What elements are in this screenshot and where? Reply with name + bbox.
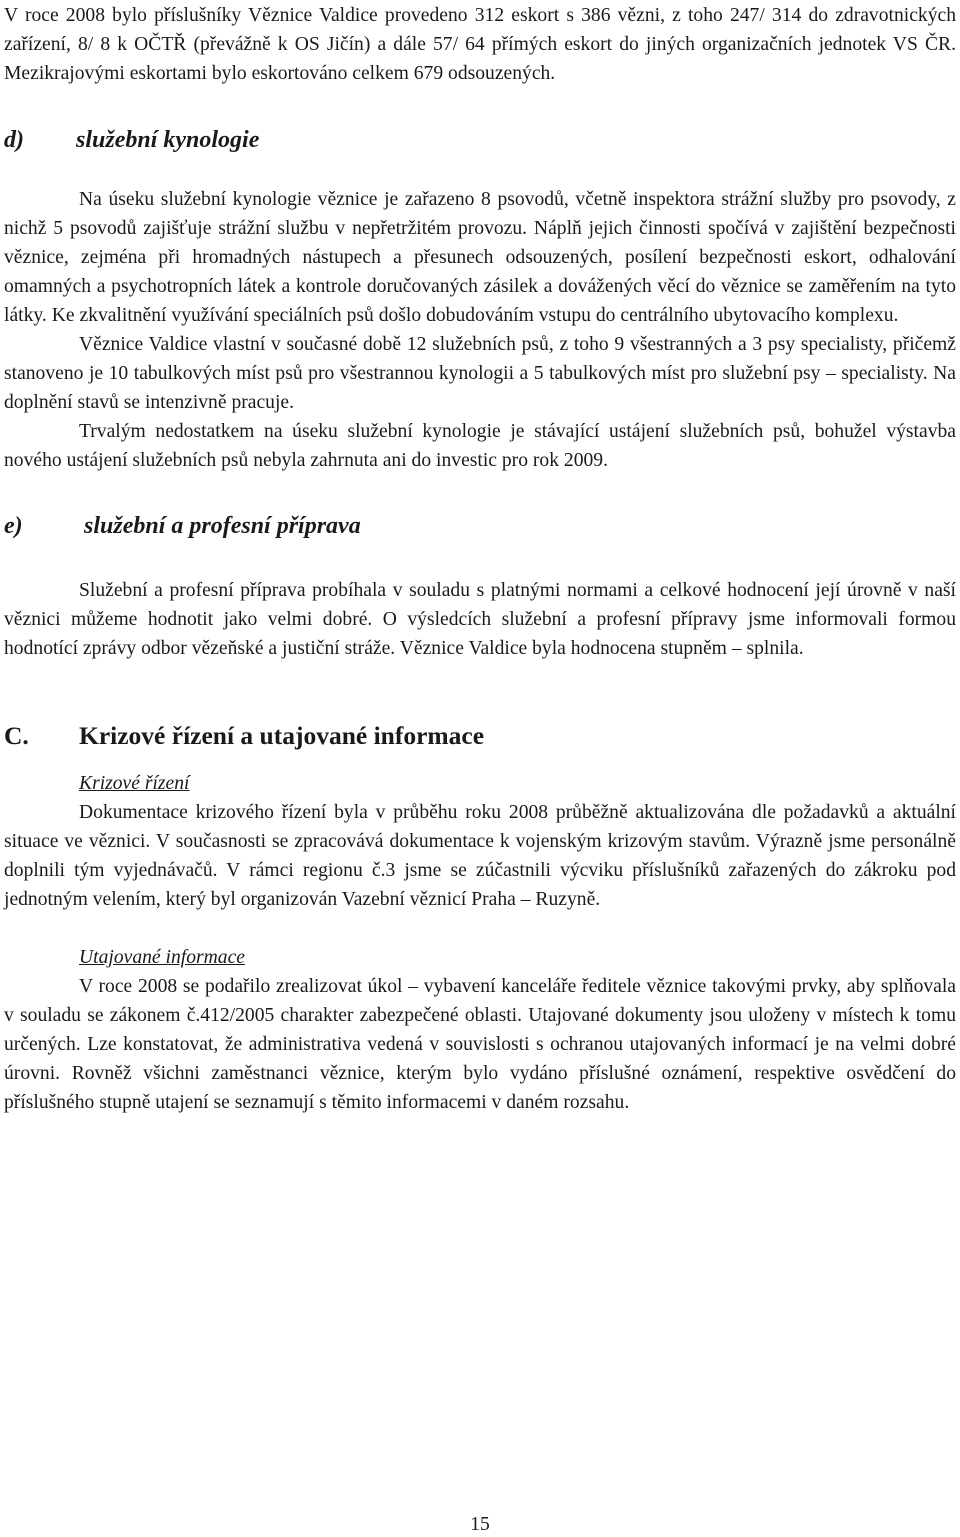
intro-paragraph: V roce 2008 bylo příslušníky Věznice Valdice provedeno 312 eskort s 386 vězni, z toho 247/ 314 do zdravotnických zařízení, 8/ 8 k OČTŘ (převážně k OS Jičín) a dále 57/ 64 přímých eskort do jiných organizačních jednotek VS ČR. Mezikrajovými eskortami bylo eskortováno celkem 679 odsouzených. <box>4 5 956 84</box>
document-page <box>4 0 956 1117</box>
utajovane-informace-paragraph: V roce 2008 se podařilo zrealizovat úkol – vybavení kanceláře ředitele věznice takovými prvky, aby splňovala v souladu se zákonem č.412/2005 charakter zabezpečené oblasti. Utajované dokumenty jsou uloženy v místech k tomu určených. Lze konstatovat, že administrativa vedená v souvislosti s ochranou utajovaných informací je na velmi dobré úrovni. Rovněž všichni zaměstnanci věznice, kterým bylo vydáno příslušné oznámení, respektive osvědčení do příslušného stupně utajení se seznamují s těmito informacemi v daném rozsahu. <box>4 976 956 1113</box>
section-c-letter: C. <box>4 721 29 750</box>
kynologie-paragraph-2: Věznice Valdice vlastní v současné době 12 služebních psů, z toho 9 všestranných a 3 psy specialisty, přičemž stanoveno je 10 tabulkových míst psů pro všestrannou kynologii a 5 tabulkových míst pro služební psy – specialisty. Na doplnění stavů se intenzivně pracuje. <box>4 334 956 413</box>
section-e-title: služební a profesní příprava <box>84 513 361 539</box>
section-d-heading <box>4 125 956 155</box>
utajovane-informace-title: Utajované informace <box>79 947 245 968</box>
priprava-paragraph: Služební a profesní příprava probíhala v souladu s platnými normami a celkové hodnocení její úrovně v naší věznici můžeme hodnotit jako velmi dobré. O výsledcích služební a profesní přípravy jsme informovali formou hodnotící zprávy odbor vězeňské a justiční stráže. Věznice Valdice byla hodnocena stupněm – splnila. <box>4 580 956 659</box>
kynologie-paragraph-1: Na úseku služební kynologie věznice je zařazeno 8 psovodů, včetně inspektora strážní služby pro psovody, z nichž 5 psovodů zajišťuje strážní službu v nepřetržitém provozu. Náplň jejich činnosti spočívá v zajištění bezpečnosti věznice, zejména při hromadných nástupech a přesunech odsouzených, posílení bezpečnosti eskort, odhalování omamných a psychotropních látek a kontrole doručovaných zásilek a dovážených věcí do věznice se zaměřením na tyto látky. Ke zkvalitnění využívání speciálních psů došlo dobudováním vstupu do centrálního ubytovacího komplexu. <box>4 189 956 326</box>
page-number: 15 <box>470 1514 490 1535</box>
section-c-title: Krizové řízení a utajované informace <box>79 721 485 750</box>
section-d-title: služební kynologie <box>76 127 260 153</box>
krizove-rizeni-heading <box>4 769 956 798</box>
section-e-heading <box>4 511 956 541</box>
section-d-letter: d) <box>4 127 24 153</box>
krizove-rizeni-title: Krizové řízení <box>79 773 190 794</box>
section-c-heading <box>4 720 956 752</box>
kynologie-paragraph-3: Trvalým nedostatkem na úseku služební kynologie je stávající ustájení služebních psů, bohužel výstavba nového ustájení služebních psů nebyla zahrnuta ani do investic pro rok 2009. <box>4 421 956 471</box>
krizove-rizeni-paragraph: Dokumentace krizového řízení byla v průběhu roku 2008 průběžně aktualizována dle požadavků a aktuální situace ve věznici. V současnosti se zpracovává dokumentace k vojenským krizovým stavům. Výrazně jsme personálně doplnili tým vyjednávačů. V rámci regionu č.3 jsme se zúčastnili výcviku příslušníků zařazených do zákroku pod jednotným velením, který byl organizován Vazební věznicí Praha – Ruzyně. <box>4 802 956 910</box>
section-e-letter: e) <box>4 513 23 539</box>
utajovane-informace-heading <box>4 943 956 972</box>
